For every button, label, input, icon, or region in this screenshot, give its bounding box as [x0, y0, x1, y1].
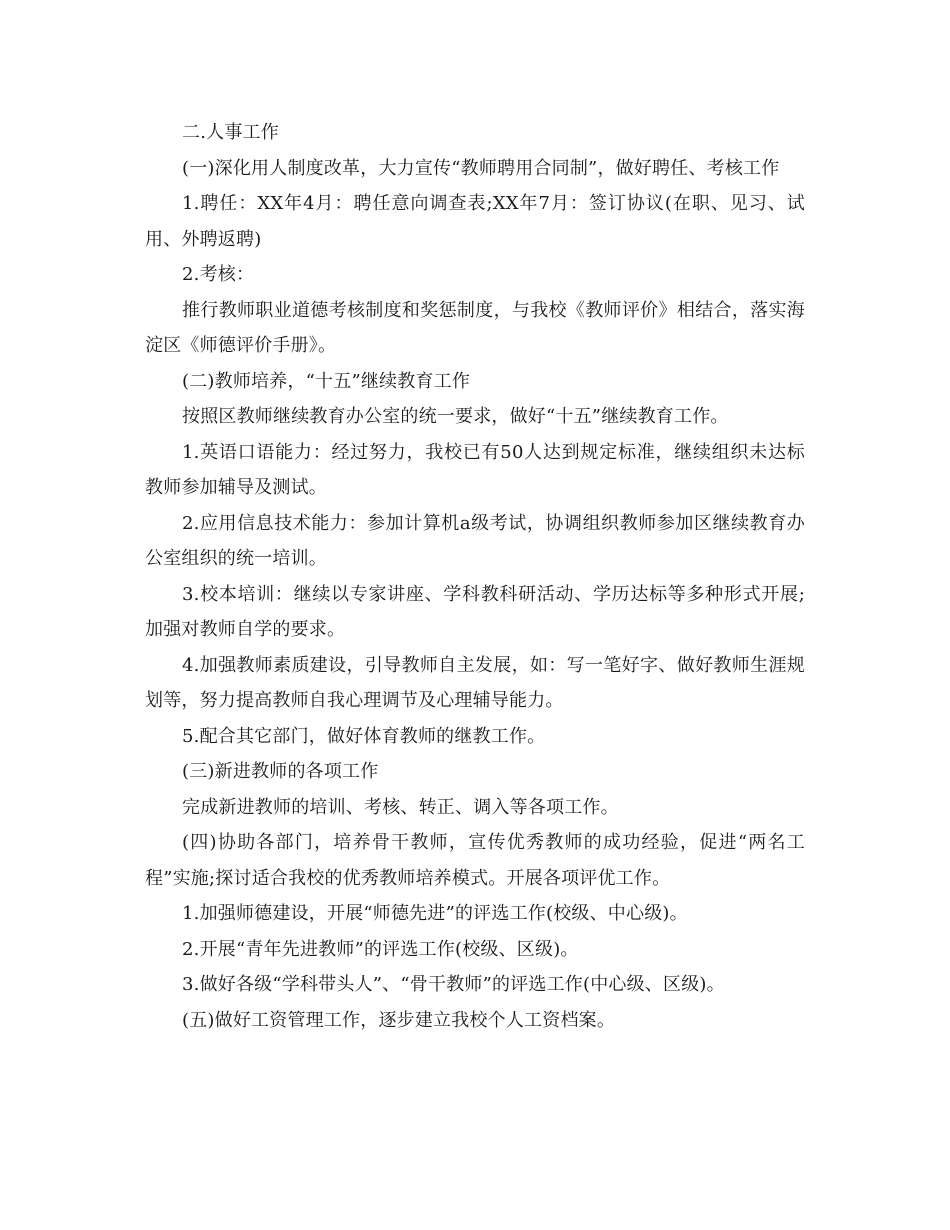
list-item: 1.英语口语能力：经过努力，我校已有50人达到规定标准，继续组织未达标教师参加辅导及测试。 — [145, 441, 805, 498]
subsection-heading: (一)深化用人制度改革，大力宣传“教师聘用合同制”，做好聘任、考核工作 — [182, 157, 780, 179]
list-item: 2.应用信息技术能力：参加计算机a级考试，协调组织教师参加区继续教育办公室组织的统一培训。 — [145, 512, 805, 569]
list-item: 3.做好各级“学科带头人”、“骨干教师”的评选工作(中心级、区级)。 — [182, 974, 725, 995]
subsection-heading: (三)新进教师的各项工作 — [182, 761, 379, 782]
subsection-heading: (五)做好工资管理工作，逐步建立我校个人工资档案。 — [182, 1009, 616, 1031]
list-item: 3.校本培训：继续以专家讲座、学科教科研活动、学历达标等多种形式开展;加强对教师自学的要求。 — [145, 583, 805, 640]
section-heading: 二.人事工作 — [182, 122, 279, 143]
body-paragraph: 按照区教师继续教育办公室的统一要求，做好“十五”继续教育工作。 — [182, 406, 729, 427]
subsection-heading: (四)协助各部门，培养骨干教师，宣传优秀教师的成功经验，促进“两名工程”实施;探讨适合我校的优秀教师培养模式。开展各项评优工作。 — [145, 832, 805, 889]
list-item: 2.考核： — [182, 264, 255, 285]
document-body — [145, 115, 805, 1038]
body-paragraph: 完成新进教师的培训、考核、转正、调入等各项工作。 — [182, 796, 619, 818]
list-item: 1.加强师德建设，开展“师德先进”的评选工作(校级、中心级)。 — [182, 903, 688, 924]
list-item: 4.加强教师素质建设，引导教师自主发展，如：写一笔好字、做好教师生涯规划等，努力提高教师自我心理调节及心理辅导能力。 — [145, 654, 805, 711]
list-item: 2.开展“青年先进教师”的评选工作(校级、区级)。 — [182, 938, 579, 960]
list-item: 1.聘任：XX年4月：聘任意向调查表;XX年7月：签订协议(在职、见习、试用、外聘返聘) — [145, 193, 805, 250]
subsection-heading: (二)教师培养，“十五”继续教育工作 — [182, 370, 471, 392]
body-paragraph: 推行教师职业道德考核制度和奖惩制度，与我校《教师评价》相结合，落实海淀区《师德评价手册》。 — [145, 299, 805, 356]
list-item: 5.配合其它部门，做好体育教师的继教工作。 — [182, 725, 546, 747]
